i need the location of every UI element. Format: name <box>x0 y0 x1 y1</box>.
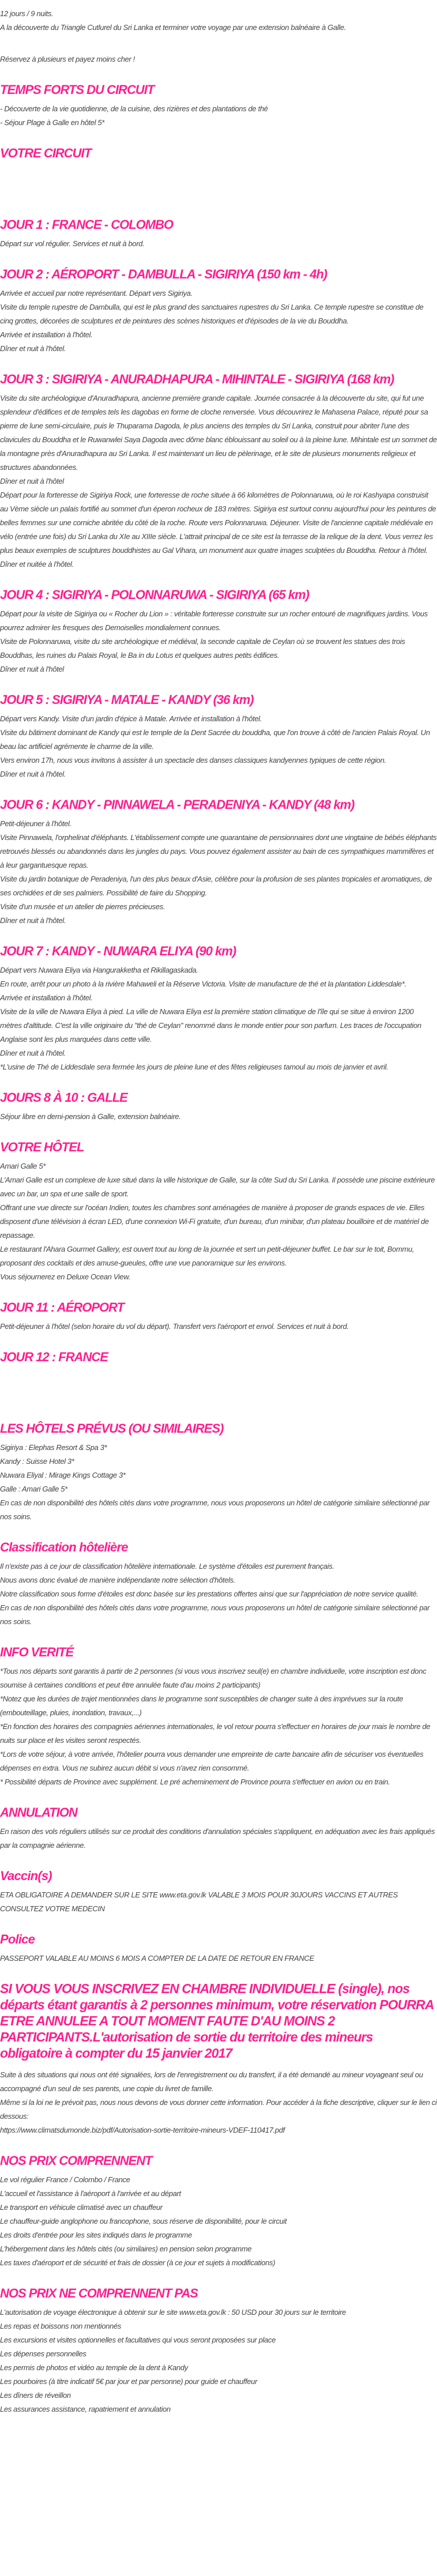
paragraph: - Séjour Plage à Galle en hôtel 5* <box>0 118 105 127</box>
paragraph: *Notez que les durées de trajet mentionnées dans le programme sont susceptibles de changer suite à des imprévues sur la route (embouteillage, pluies, inondation, travaux,...) <box>0 1694 404 1717</box>
section-votre-circuit <box>0 145 437 201</box>
paragraph: Les permis de photos et vidéo au temple de la dent à Kandy <box>0 2363 188 2372</box>
section-heading: LES HÔTELS PRÉVUS (OU SIMILAIRES) <box>0 1421 224 1436</box>
section-classification-hoteliere <box>0 1539 437 1629</box>
paragraph: L'accueil et l'assistance à l'aéroport à l'arrivée et au départ <box>0 2189 181 2198</box>
section-si-vous-vous-inscrivez-en-chambre-indivi <box>0 1980 437 2137</box>
promo-note: Réservez à plusieurs et payez moins cher ! <box>0 55 135 63</box>
paragraph: Vers environ 17h, nous vous invitons à assister à un spectacle des danses classiques kandyennes typiques de cette région. <box>0 756 386 764</box>
paragraph: Galle : Amari Galle 5* <box>0 1485 67 1493</box>
paragraph: Visite de la ville de Nuwara Eliya à pied. La ville de Nuwara Eliya est la première station climatique de l'île qui se situe à environ 1200 mètres d'altitude. C'est la ville originaire du "thé de Ceylan" renommé dans le monde entier pour son parfum. Les traces de l'occupation Anglaise sont les plus marquées dans cette ville. <box>0 1007 421 1044</box>
paragraph: Amari Galle 5* <box>0 1162 46 1170</box>
section-jour-5-sigiriya-matale-kandy-36-km <box>0 691 437 781</box>
section-jour-12-france <box>0 1349 437 1405</box>
paragraph: Suite à des situations qui nous ont été signalées, lors de l'enregistrement ou du transfert, il a été demandé au mineur voyageant seul ou accompagné d'un seul de ses parents, une copie du livret de famille. <box>0 2070 423 2093</box>
spacer <box>0 165 437 201</box>
paragraph: *Lors de votre séjour, à votre arrivée, l'hôtelier pourra vous demander une empreinte de carte bancaire afin de sécuriser vos éventuelles dépenses en extra. Vous ne subirez aucun débit si vous n'avez rien consommé. <box>0 1750 424 1772</box>
paragraph: Nuwara Eliyal : Mirage Kings Cottage 3* <box>0 1471 126 1479</box>
paragraph: Vous séjournerez en Deluxe Ocean View. <box>0 1272 130 1281</box>
paragraph: Les assurances assistance, rapatriement et annulation <box>0 2405 171 2413</box>
paragraph: En cas de non disponibilité des hôtels cités dans votre programme, nous vous proposerons un hôtel de catégorie similaire sélectionné par nos soins. <box>0 1498 430 1521</box>
paragraph: L'hébergement dans les hôtels cités (ou similaires) en pension selon programme <box>0 2244 252 2253</box>
paragraph: Dîner et nuit à l'hôtel. <box>0 1049 66 1057</box>
minor-authorization-link[interactable]: https://www.climatsdumonde.biz/pdf/Autorisation-sortie-territoire-mineurs-VDEF-110417.pdf <box>0 2126 285 2134</box>
paragraph: Offrant une vue directe sur l'océan Indien, toutes les chambres sont aménagées de manière à proposer de grands espaces de vie. Elles disposent d'une télévision à écran LED, d'une connexion Wi-Fi gratuite, d'un bureau, d'un minibar, d'un plateau bouilloire et de matériel de repassage. <box>0 1203 429 1240</box>
paragraph: Même si la loi ne le prévoit pas, nous nous devons de vous donner cette information. Pour accéder à la fiche descriptive, cliquer sur le lien ci dessous: <box>0 2098 437 2121</box>
paragraph: Départ pour la forteresse de Sigiriya Rock, une forteresse de roche située à 66 kilomètres de Polonnaruwa, où le roi Kashyapa construisit au Vème siècle un palais fortifié au sommet d'un éperon rocheux de 183 mètres. Sigiriya est surtout connu aujourd'hui pour les peintures de belles femmes sur une corniche abritée du côté de la roche. Route vers Polonnaruwa. Déjeuner. Visite de l'ancienne capitale médiévale en vélo (entrée une fois) du Sri Lanka du XIe au XIIIe siècle. L'attrait principal de ce site est la terrasse de la relique de la dent. Vous verrez les plus beaux exemples de sculptures bouddhistes au Gal Vihara, un monument aux quatre images sculptées du Bouddha. Retour à l'hôtel. Dîner et nuitée à l'hôtel. <box>0 491 436 568</box>
paragraph: Petit-déjeuner à l'hôtel (selon horaire du vol du départ). Transfert vers l'aéroport et envol. Services et nuit à bord. <box>0 1322 349 1331</box>
section-heading: JOUR 3 : SIGIRIYA - ANURADHAPURA - MIHINTALE - SIGIRIYA (168 km) <box>0 372 394 386</box>
paragraph: Dîner et nuit à l'hôtel. <box>0 916 66 925</box>
paragraph: Le vol régulier France / Colombo / France <box>0 2175 130 2184</box>
section-nos-prix-ne-comprennent-pas <box>0 2285 437 2416</box>
paragraph: - Découverte de la vie quotidienne, de la cuisine, des rizières et des plantations de thé <box>0 104 268 113</box>
section-heading: JOUR 4 : SIGIRIYA - POLONNARUWA - SIGIRIYA (65 km) <box>0 587 309 602</box>
section-jours-8-a-10-galle <box>0 1089 437 1124</box>
paragraph: Les droits d'entrée pour les sites indiqués dans le programme <box>0 2231 193 2239</box>
paragraph: En route, arrêt pour un photo à la rivière Mahaweli et la Réserve Victoria. Visite de manufacture de thé et la plantation Liddesdale*. <box>0 980 406 988</box>
paragraph: Visite du jardin botanique de Peradeniya, l'un des plus beaux d'Asie, célèbre pour la profusion de ses plantes tropicales et aromatiques, de ses orchidées et de ses palmiers. Possibilité de faire du Shopping. <box>0 875 432 897</box>
section-annulation <box>0 1804 437 1852</box>
section-votre-hotel <box>0 1139 437 1284</box>
section-temps-forts-du-circuit <box>0 81 437 130</box>
paragraph: Les taxes d'aéroport et de sécurité et frais de dossier (à ce jour et sujets à modifications) <box>0 2258 276 2267</box>
section-heading: JOUR 6 : KANDY - PINNAWELA - PERADENIYA - KANDY (48 km) <box>0 797 355 812</box>
paragraph: Kandy : Suisse Hotel 3* <box>0 1457 74 1466</box>
section-heading: JOURS 8 À 10 : GALLE <box>0 1090 127 1105</box>
section-jour-2-aeroport-dambulla-sigiriya-150-km <box>0 266 437 356</box>
section-heading: JOUR 11 : AÉROPORT <box>0 1300 125 1315</box>
section-heading: NOS PRIX COMPRENNENT <box>0 2153 152 2168</box>
section-heading: JOUR 7 : KANDY - NUWARA ELIYA (90 km) <box>0 944 236 958</box>
paragraph: Visite Pinnawela, l'orphelinat d'éléphants. L'établissement compte une quarantaine de pensionnaires dont une vingtaine de bébés éléphants retrouvés blessés ou abandonnés dans les jungles du pays. Vous pouvez également assister au bain de ces sympathiques mammifères et à leur gargantuesque repas. <box>0 833 437 869</box>
paragraph: L'Amari Galle est un complexe de luxe situé dans la ville historique de Galle, sur la côte Sud du Sri Lanka. Il possède une piscine extérieure avec un bar, un spa et une salle de sport. <box>0 1176 435 1198</box>
paragraph: Visite de Polonnaruwa, visite du site archéologique et médiéval, la seconde capitale de Ceylan où se trouvent les statues des trois Bouddhas, les ruines du Palais Royal, le Ba in du Lotus et quelques autres petits édifices. <box>0 637 405 660</box>
paragraph: Dîner et nuit à l'hôtel. <box>0 770 66 778</box>
section-heading: VOTRE HÔTEL <box>0 1140 84 1154</box>
paragraph: Notre classification sous forme d'étoiles est donc basée sur les prestations offertes ainsi que sur l'appréciation de notre service qualité. <box>0 1590 419 1598</box>
paragraph: Le transport en véhicule climatisé avec un chauffeur <box>0 2203 163 2212</box>
paragraph: Visite d'un musée et un atelier de pierres précieuses. <box>0 902 165 911</box>
paragraph: Il n'existe pas à ce jour de classification hôtelière internationale. Le système d'étoiles est purement français. <box>0 1562 334 1571</box>
paragraph: Dîner et nuit à l'hôtel. <box>0 344 66 353</box>
paragraph: Départ pour la visite de Sigiriya ou « Rocher du Lion » : véritable forteresse construite sur un rocher entouré de magnifiques jardins. Vous pourrez admirer les fresques des Demoiselles mondialement connues. <box>0 609 428 632</box>
paragraph: Arrivée et accueil par notre représentant. Départ vers Sigiriya. <box>0 289 193 297</box>
paragraph: Sigiriya : Elephas Resort & Spa 3* <box>0 1443 107 1452</box>
section-heading: Classification hôtelière <box>0 1540 128 1554</box>
paragraph: Dîner et nuit à l'hôtel <box>0 665 64 673</box>
intro-text: A la découverte du Triangle Cutlurel du Sri Lanka et terminer votre voyage par une extension balnéaire à Galle. <box>0 23 346 32</box>
section-heading: JOUR 2 : AÉROPORT - DAMBULLA - SIGIRIYA (150 km - 4h) <box>0 267 327 281</box>
paragraph: PASSEPORT VALABLE AU MOINS 6 MOIS A COMPTER DE LA DATE DE RETOUR EN FRANCE <box>0 1954 314 1963</box>
paragraph: ETA OBLIGATOIRE A DEMANDER SUR LE SITE www.eta.gov.lk VALABLE 3 MOIS POUR 30JOURS VACCINS ET AUTRES CONSULTEZ VOTRE MEDECIN <box>0 1890 398 1913</box>
paragraph: Les excursions et visites optionnelles et facultatives qui vous seront proposées sur place <box>0 2336 276 2344</box>
paragraph: Les pourboires (à titre indicatif 5€ par jour et par personne) pour guide et chauffeur <box>0 2377 258 2386</box>
section-heading: Vaccin(s) <box>0 1869 52 1883</box>
paragraph: En raison des vols réguliers utilisés sur ce produit des conditions d'annulation spéciales s'appliquent, en adéquation avec les frais appliqués par la compagnie aérienne. <box>0 1827 435 1850</box>
section-les-hotels-prevus-ou-similaires <box>0 1420 437 1524</box>
paragraph: Départ vers Nuwara Eliya via Hangurakketha et Rikillagaskada. <box>0 966 198 974</box>
paragraph: Petit-déjeuner à l'hôtel. <box>0 819 71 828</box>
paragraph: *En fonction des horaires des compagnies aériennes internationales, le vol retour pourra s'effectuer en horaires de jour mais le nombre de nuits sur place et les visites seront respectés. <box>0 1722 431 1745</box>
section-nos-prix-comprennent <box>0 2152 437 2270</box>
section-info-verite <box>0 1644 437 1789</box>
paragraph: Les dépenses personnelles <box>0 2349 86 2358</box>
paragraph: Les repas et boissons non mentionnés <box>0 2322 121 2330</box>
section-heading: JOUR 1 : FRANCE - COLOMBO <box>0 217 174 232</box>
paragraph: Les dîners de réveillon <box>0 2391 71 2400</box>
paragraph: Le restaurant l'Ahara Gourmet Gallery, est ouvert tout au long de la journée et sert un petit-déjeuner buffet. Le bar sur le toit, Bommu, proposant des cocktails et des amuse-gueules, offre une vue panoramique sur les environs. <box>0 1245 415 1267</box>
paragraph: *Tous nos départs sont garantis à partir de 2 personnes (si vous vous inscrivez seul(e) en chambre individuelle, votre inscription est donc soumise à certaines conditions et peut être annulée faute d'au moins 2 participants) <box>0 1667 427 1689</box>
paragraph: Le chauffeur-guide anglophone ou francophone, sous réserve de disponibilité, pour le circuit <box>0 2217 287 2225</box>
section-heading: SI VOUS VOUS INSCRIVEZ EN CHAMBRE INDIVIDUELLE (single), nos départs étant garantis à 2 personnes minimum, votre réservation POURRA ETRE ANNULEE A TOUT MOMENT FAUTE D'AU MOINS 2 PARTICIPANTS.L'autorisation de sortie du territoire des mineurs obligatoire à compter du 15 janvier 2017 <box>0 1981 434 2061</box>
section-jour-1-france-colombo <box>0 216 437 251</box>
section-heading: Police <box>0 1932 35 1946</box>
section-heading: VOTRE CIRCUIT <box>0 146 92 160</box>
paragraph: Arrivée et installation à l'hôtel. <box>0 330 93 339</box>
section-heading: JOUR 12 : FRANCE <box>0 1350 108 1364</box>
section-heading: TEMPS FORTS DU CIRCUIT <box>0 82 155 97</box>
spacer <box>0 1369 437 1405</box>
paragraph: Visite du bâtiment dominant de Kandy qui est le temple de la Dent Sacrée du bouddha, que l'on trouve à côté de l'ancien Palais Royal. Un beau lac artificiel agrémente le charme de la ville. <box>0 728 430 751</box>
section-heading: ANNULATION <box>0 1805 77 1820</box>
section-heading: INFO VERITÉ <box>0 1645 74 1659</box>
paragraph: En cas de non disponibilité des hôtels cités dans votre programme, nous vous proposerons un hôtel de catégorie similaire sélectionné par nos soins. <box>0 1603 430 1626</box>
paragraph: Visite du site archéologique d'Anuradhapura, ancienne première grande capitale. Journée consacrée à la découverte du site, qui fut une splendeur d'édifices et de temples tels les dagobas en forme de cloche renversée. Vous découvrirez le Mahasena Palace, réputé pour sa pierre de lune semi-circulaire, puis le Thuparama Dagoda, le plus anciens des temples du Sri Lanka, construit pour abriter l'une des clavicules du Bouddha et le Ruwanwlei Saya Dagoda avec dôme blanc éblouissant au soleil ou à la pleine lune. Mihintale est un sommet de la montagne près d'Anuradhapura au Sri Lanka. Il est maintenant un lieu de pèlerinage, et le site de plusieurs monuments religieux et structures abandonnées. <box>0 394 437 472</box>
paragraph: Départ vers Kandy. Visite d'un jardin d'épice à Matale. Arrivée et installation à l'hôtel. <box>0 714 262 723</box>
section-heading: NOS PRIX NE COMPRENNENT PAS <box>0 2286 198 2300</box>
section-jour-7-kandy-nuwara-eliya-90-km <box>0 943 437 1074</box>
paragraph: L'autorisation de voyage électronique à obtenir sur le site www.eta.gov.lk : 50 USD pour 30 jours sur le territoire <box>0 2308 346 2317</box>
sections <box>0 81 437 2416</box>
section-vaccin-s <box>0 1867 437 1916</box>
intro <box>0 7 437 66</box>
paragraph: Départ sur vol régulier. Services et nuit à bord. <box>0 239 145 248</box>
paragraph: *L'usine de Thé de Liddesdale sera fermée les jours de pleine lune et des fêtes religieuses tamoul au mois de janvier et avril. <box>0 1063 389 1071</box>
paragraph: Visite du temple rupestre de Dambulla, qui est le plus grand des sanctuaires rupestres du Sri Lanka. Ce temple rupestre se constitue de cinq grottes, décorées de sculptures et de peintures des scènes historiques et d'épisodes de la vie du Bouddha. <box>0 303 424 325</box>
paragraph: * Possibilité départs de Province avec supplément. Le pré acheminement de Province pourra s'effectuer en avion ou en train. <box>0 1777 390 1786</box>
paragraph: Nous avons donc évalué de manière indépendante notre sélection d'hôtels. <box>0 1576 236 1584</box>
paragraph: Séjour libre en demi-pension à Galle, extension balnéaire. <box>0 1112 181 1121</box>
section-jour-4-sigiriya-polonnaruwa-sigiriya-65- <box>0 586 437 676</box>
duration-text: 12 jours / 9 nuits. <box>0 9 54 18</box>
section-police <box>0 1931 437 1965</box>
section-jour-3-sigiriya-anuradhapura-mihintale-s <box>0 371 437 571</box>
section-jour-6-kandy-pinnawela-peradeniya-kandy- <box>0 796 437 928</box>
section-jour-11-aeroport <box>0 1299 437 1334</box>
section-heading: JOUR 5 : SIGIRIYA - MATALE - KANDY (36 km) <box>0 692 254 707</box>
paragraph: Dîner et nuit à l'hôtel <box>0 477 64 485</box>
paragraph: Arrivée et installation à l'hôtel. <box>0 993 93 1002</box>
